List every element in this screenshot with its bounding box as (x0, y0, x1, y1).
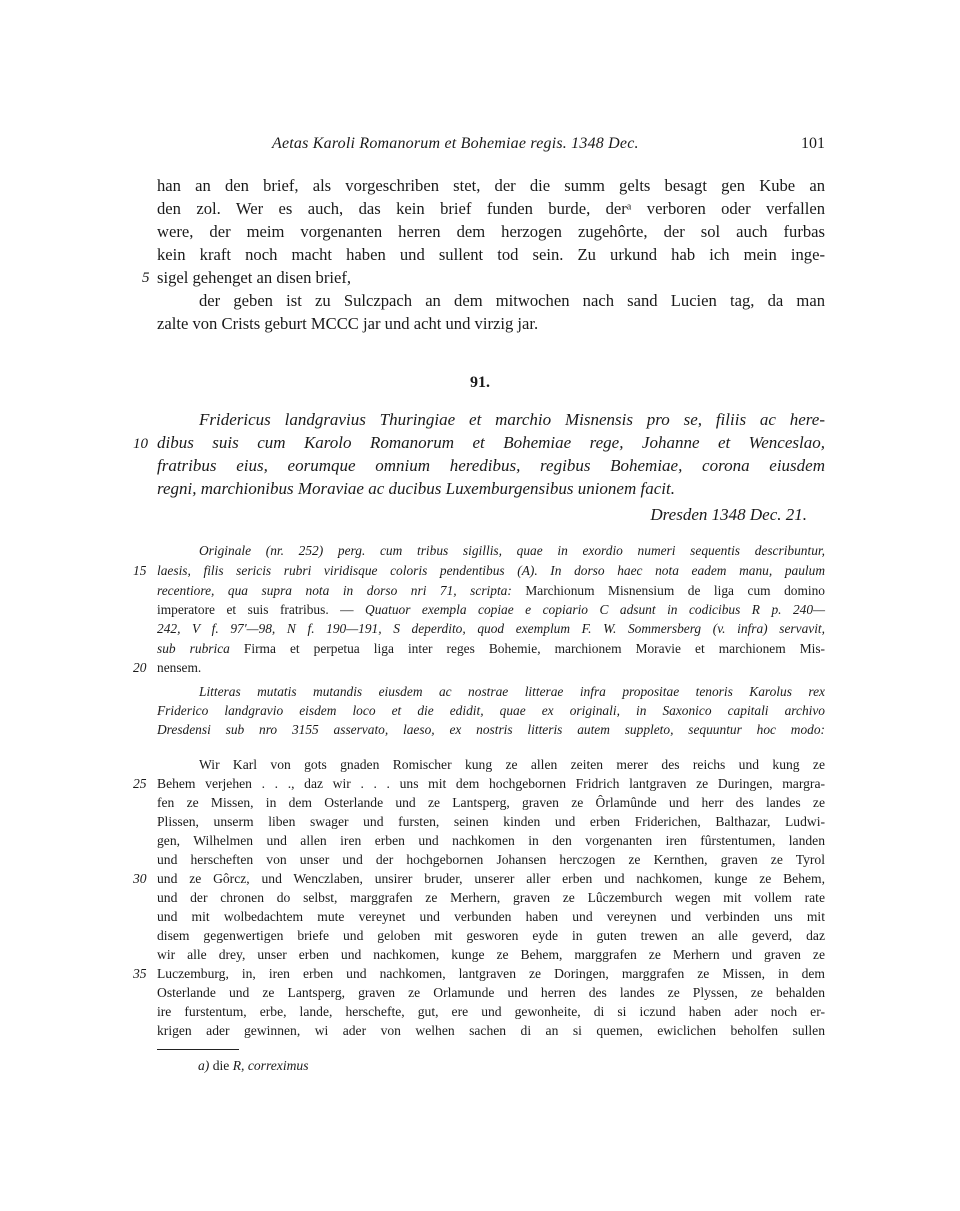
footnote-divider (157, 1049, 239, 1050)
regest-line: Fridericus landgravius Thuringiae et marchio Misnensis pro se, filiis ac here- (199, 410, 825, 429)
document-line: Wir Karl von gots gnaden Romischer kung ze allen zeiten merer des reichs und kung ze (199, 757, 825, 772)
page-number: 101 (801, 135, 825, 152)
document-line: und herscheften von unser und der hochgebornen Johansen herczogen ze Kernthen, graven ze Tyrol (157, 852, 825, 867)
document-line: gen, Wilhelmen und allen iren erben und nachkomen in den vorgenanten iren fûrstentumen, landen (157, 833, 825, 848)
line-number: 10 (133, 436, 148, 452)
apparatus-line (157, 641, 825, 657)
document-line: wir alle drey, unser erben und nachkomen, kunge ze Behem, marggrafen ze Merhern und graven ze (157, 947, 825, 962)
page-header (157, 135, 825, 157)
running-title: Aetas Karoli Romanorum et Bohemiae regis. 1348 Dec. (272, 135, 639, 152)
apparatus-segment: recentiore, qua supra nota in dorso nri 71, scripta: (157, 583, 512, 598)
apparatus-line: Litteras mutatis mutandis eiusdem ac nostrae litterae infra propositae tenoris Karolus rex (199, 684, 825, 699)
line-number: 5 (142, 270, 150, 286)
line-number: 15 (133, 563, 147, 578)
text-line: den zol. Wer es auch, das kein brief funden burde, derᵃ verboren oder verfallen (157, 199, 825, 218)
document-line: und ze Gôrcz, und Wenczlaben, unsirer bruder, unserer aller erben und nachkomen, kunge ze Behem, (157, 871, 825, 886)
document-line: und mit wolbedachtem mute vereynet und verbunden haben und vereynen und verbinden uns mit (157, 909, 825, 924)
apparatus-segment: imperatore et suis fratribus. — (157, 602, 366, 617)
document-number: 91. (470, 374, 490, 391)
apparatus-line: Friderico landgravio eisdem loco et die edidit, quae ex originali, in Saxonico capitali archivo (157, 703, 825, 718)
document-line: und der chronen do selbst, marggrafen ze Merhern, graven ze Lûczemburch wegen mit vollem rate (157, 890, 825, 905)
footnote-siglum: R (232, 1058, 242, 1073)
document-line: ire furstentum, erbe, lande, herschefte, gut, ere und gewonheite, di si iczund haben ader noch er- (157, 1004, 825, 1019)
apparatus-segment: sub rubrica (157, 641, 230, 656)
footnote (198, 1058, 309, 1074)
document-line: Osterlande und ze Lantsperg, graven ze Orlamunde und herren des landes ze Plyssen, ze behalden (157, 985, 825, 1000)
apparatus-line (157, 602, 825, 618)
footnote-rest: , correximus (241, 1058, 309, 1073)
text-line: kein kraft noch macht haben und sullent tod sein. Zu urkund hab ich mein inge- (157, 245, 825, 264)
apparatus-line: Dresdensi sub nro 3155 asservato, laeso, ex nostris litteris autem suppleto, sequuntur hoc modo: (157, 722, 825, 737)
text-line: sigel gehenget an disen brief, (157, 268, 351, 287)
line-number: 30 (133, 871, 147, 886)
line-number: 35 (133, 966, 147, 981)
document-line: krigen ader gewinnen, wi ader von welhen sachen di an si quemen, ewiclichen beholfen sullen (157, 1023, 825, 1038)
apparatus-segment: Marchionum Misnensium de liga cum domino (511, 583, 825, 598)
apparatus-line: 242, V f. 97′—98, N f. 190—191, S deperdito, quod exemplum F. W. Sommersberg (v. infra) servavit, (157, 621, 825, 636)
document-line: disem gegenwertigen briefe und geloben mit gesworen eyde in guten trewen an alle geverd, daz (157, 928, 825, 943)
place-date: Dresden 1348 Dec. 21. (650, 505, 807, 524)
footnote-text: die (209, 1058, 233, 1073)
regest-line: fratribus eius, eorumque omnium heredibus, regibus Bohemiae, corona eiusdem (157, 456, 825, 475)
document-line: fen ze Missen, in dem Osterlande und ze Lantsperg, graven ze Ôrlamûnde und herr des landes ze (157, 795, 825, 810)
apparatus-segment: Firma et perpetua liga inter reges Bohemie, marchionem Moravie et marchionem Mis- (229, 641, 825, 656)
text-line: der geben ist zu Sulczpach an dem mitwochen nach sand Lucien tag, da man (199, 291, 825, 310)
document-line: Luczemburg, in, iren erben und nachkomen, lantgraven ze Doringen, marggrafen ze Missen, in dem (157, 966, 825, 981)
apparatus-line: Originale (nr. 252) perg. cum tribus sigillis, quae in exordio numeri sequentis describuntur, (199, 543, 825, 558)
regest-line: dibus suis cum Karolo Romanorum et Bohemiae rege, Johanne et Wenceslao, (157, 433, 825, 452)
text-line: zalte von Crists geburt MCCC jar und acht und virzig jar. (157, 314, 539, 333)
regest-line: regni, marchionibus Moraviae ac ducibus Luxemburgensibus unionem facit. (157, 479, 675, 498)
document-line: Behem verjehen . . ., daz wir . . . uns mit dem hochgebornen Fridrich lantgraven ze Duringen, margra- (157, 776, 825, 791)
line-number: 20 (133, 660, 147, 675)
apparatus-segment: Quatuor exempla copiae e copiario C adsunt in codicibus R p. 240— (365, 602, 825, 617)
footnote-mark: a) (198, 1058, 210, 1073)
apparatus-line: nensem. (157, 660, 202, 675)
apparatus-line: laesis, filis sericis rubri viridisque coloris pendentibus (A). In dorso haec nota eadem manu, paulum (157, 563, 825, 578)
text-line: han an den brief, als vorgeschriben stet, der die summ gelts besagt gen Kube an (157, 176, 825, 195)
line-number: 25 (133, 776, 147, 791)
document-line: Plissen, unserm liben swager und fursten, seinen kinden und erben Friderichen, Balthazar, Ludwi- (157, 814, 825, 829)
apparatus-line (157, 583, 825, 599)
text-line: were, der meim vorgenanten herren dem herzogen zugehôrte, der sol auch furbas (157, 222, 825, 241)
